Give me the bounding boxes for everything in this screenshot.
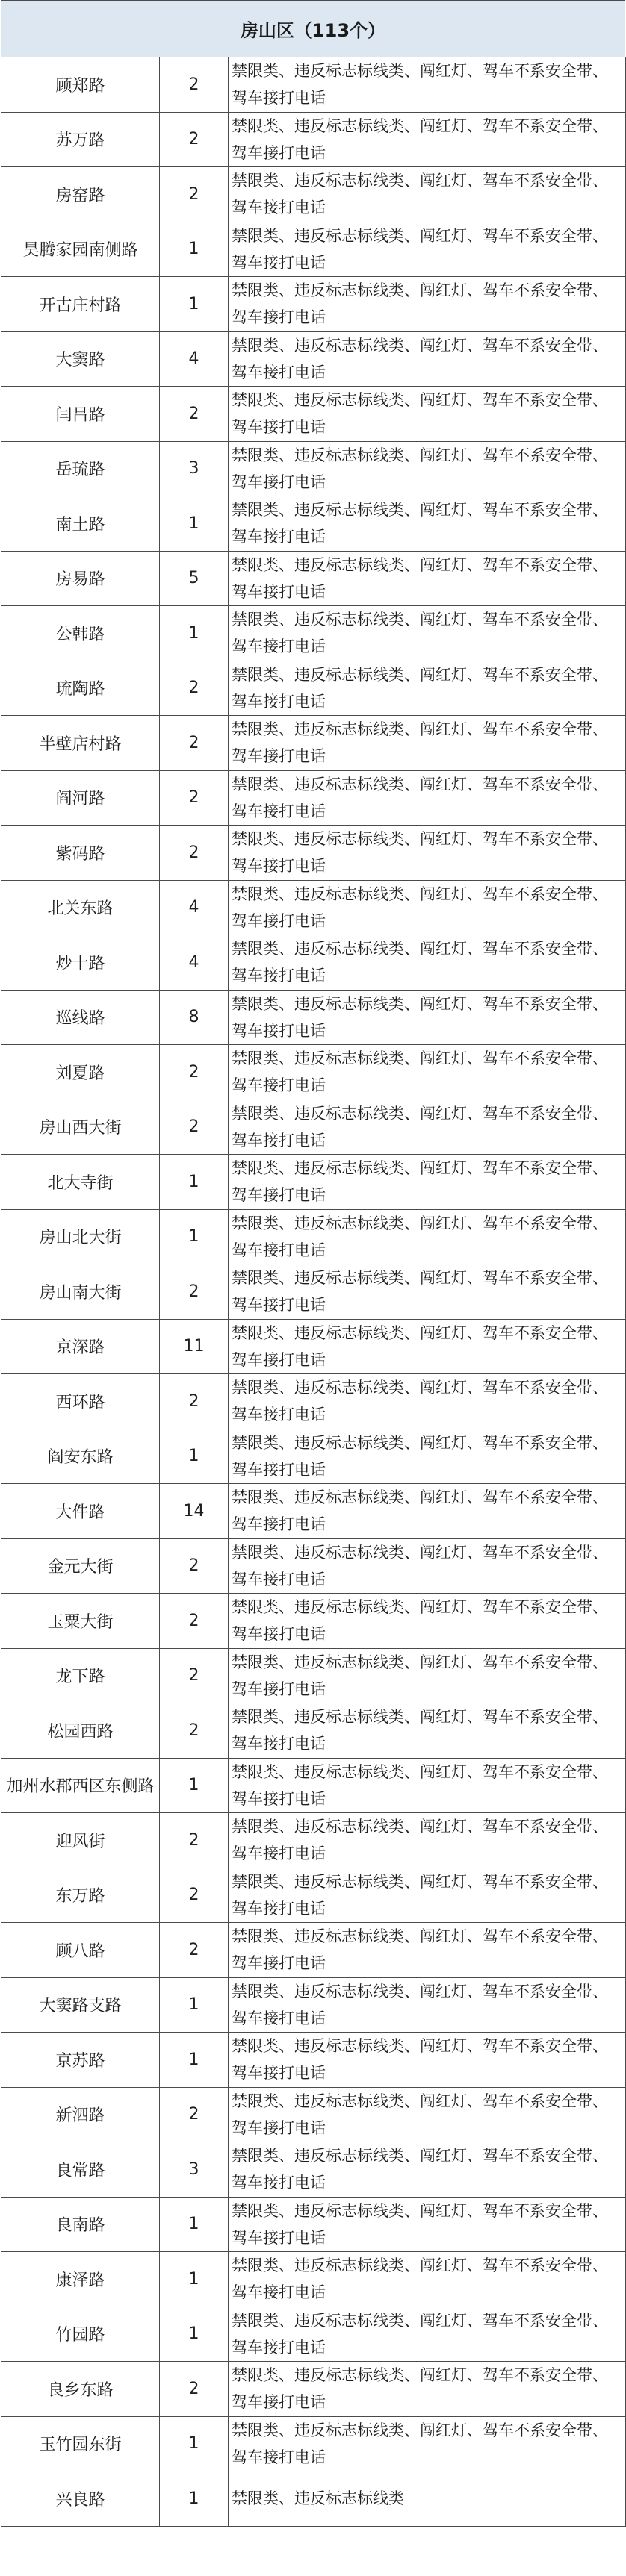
camera-count-cell: 5: [160, 551, 229, 606]
road-name-cell: 北关东路: [1, 880, 160, 935]
violation-types-cell: 禁限类、违反标志标线类、闯红灯、驾车不系安全带、驾车接打电话: [229, 606, 626, 661]
road-name-cell: 兴良路: [1, 2471, 160, 2527]
violation-types-cell: 禁限类、违反标志标线类、闯红灯、驾车不系安全带、驾车接打电话: [229, 2033, 626, 2088]
camera-count-cell: 1: [160, 222, 229, 277]
violation-types-cell: 禁限类、违反标志标线类、闯红灯、驾车不系安全带、驾车接打电话: [229, 770, 626, 826]
camera-count-cell: 1: [160, 1209, 229, 1264]
road-name-cell: 金元大街: [1, 1538, 160, 1594]
table-row: [1, 1703, 626, 1759]
table-row: [1, 2142, 626, 2198]
road-name-cell: 北大寺街: [1, 1155, 160, 1210]
violation-types-cell: 禁限类、违反标志标线类、闯红灯、驾车不系安全带、驾车接打电话: [229, 1758, 626, 1813]
road-name-cell: 闫吕路: [1, 387, 160, 442]
table-row: [1, 1648, 626, 1703]
violation-types-cell: 禁限类、违反标志标线类、闯红灯、驾车不系安全带、驾车接打电话: [229, 2307, 626, 2362]
road-name-cell: 京苏路: [1, 2033, 160, 2088]
road-name-cell: 大窦路支路: [1, 1977, 160, 2033]
road-name-cell: 琉陶路: [1, 661, 160, 716]
table-row: [1, 1209, 626, 1264]
road-name-cell: 苏万路: [1, 112, 160, 167]
violation-types-cell: 禁限类、违反标志标线类、闯红灯、驾车不系安全带、驾车接打电话: [229, 2087, 626, 2142]
camera-count-cell: 1: [160, 277, 229, 332]
road-name-cell: 房窑路: [1, 167, 160, 222]
road-name-cell: 岳琉路: [1, 441, 160, 496]
camera-count-cell: 2: [160, 57, 229, 113]
road-name-cell: 顾郑路: [1, 57, 160, 113]
table-row: [1, 441, 626, 496]
violation-types-cell: 禁限类、违反标志标线类、闯红灯、驾车不系安全带、驾车接打电话: [229, 1868, 626, 1923]
camera-count-cell: 1: [160, 2307, 229, 2362]
violation-types-cell: 禁限类、违反标志标线类、闯红灯、驾车不系安全带、驾车接打电话: [229, 277, 626, 332]
road-name-cell: 南土路: [1, 496, 160, 552]
table-row: [1, 990, 626, 1045]
table-row: [1, 1484, 626, 1539]
table-row: [1, 1868, 626, 1923]
violation-types-cell: 禁限类、违反标志标线类、闯红灯、驾车不系安全带、驾车接打电话: [229, 2362, 626, 2417]
camera-count-cell: 1: [160, 2252, 229, 2307]
road-name-cell: 刘夏路: [1, 1045, 160, 1100]
violation-types-cell: 禁限类、违反标志标线类、闯红灯、驾车不系安全带、驾车接打电话: [229, 880, 626, 935]
road-name-cell: 玉粟大街: [1, 1594, 160, 1649]
camera-count-cell: 2: [160, 770, 229, 826]
road-name-cell: 房易路: [1, 551, 160, 606]
road-name-cell: 房山北大街: [1, 1209, 160, 1264]
district-table: [1, 0, 625, 2527]
road-name-cell: 房山南大街: [1, 1264, 160, 1320]
violation-types-cell: 禁限类、违反标志标线类、闯红灯、驾车不系安全带、驾车接打电话: [229, 496, 626, 552]
violation-types-cell: 禁限类、违反标志标线类、闯红灯、驾车不系安全带、驾车接打电话: [229, 1594, 626, 1649]
violation-types-cell: 禁限类、违反标志标线类、闯红灯、驾车不系安全带、驾车接打电话: [229, 1484, 626, 1539]
camera-count-cell: 2: [160, 1264, 229, 1320]
violation-types-cell: 禁限类、违反标志标线类、闯红灯、驾车不系安全带、驾车接打电话: [229, 2142, 626, 2198]
camera-count-cell: 3: [160, 441, 229, 496]
violation-types-cell: 禁限类、违反标志标线类、闯红灯、驾车不系安全带、驾车接打电话: [229, 1209, 626, 1264]
violation-types-cell: 禁限类、违反标志标线类、闯红灯、驾车不系安全带、驾车接打电话: [229, 551, 626, 606]
camera-count-cell: 2: [160, 1374, 229, 1429]
table-row: [1, 2197, 626, 2252]
camera-count-cell: 1: [160, 606, 229, 661]
camera-count-cell: 1: [160, 2033, 229, 2088]
camera-count-cell: 2: [160, 1045, 229, 1100]
camera-count-cell: 2: [160, 1100, 229, 1155]
camera-count-cell: 1: [160, 2197, 229, 2252]
table-body: [1, 57, 626, 2527]
camera-count-cell: 1: [160, 1429, 229, 1484]
camera-count-cell: 2: [160, 1538, 229, 1594]
camera-count-cell: 2: [160, 2087, 229, 2142]
road-name-cell: 紫码路: [1, 826, 160, 881]
violation-types-cell: 禁限类、违反标志标线类、闯红灯、驾车不系安全带、驾车接打电话: [229, 1155, 626, 1210]
table-row: [1, 496, 626, 552]
road-name-cell: 开古庄村路: [1, 277, 160, 332]
table-row: [1, 57, 626, 113]
camera-count-cell: 2: [160, 1703, 229, 1759]
table-row: [1, 935, 626, 991]
road-name-cell: 东万路: [1, 1868, 160, 1923]
table-row: [1, 1264, 626, 1320]
table-row: [1, 1758, 626, 1813]
violation-types-cell: 禁限类、违反标志标线类、闯红灯、驾车不系安全带、驾车接打电话: [229, 1319, 626, 1374]
road-name-cell: 良南路: [1, 2197, 160, 2252]
camera-count-cell: 4: [160, 880, 229, 935]
district-title: 房山区（113个）: [1, 0, 625, 57]
road-name-cell: 京深路: [1, 1319, 160, 1374]
table-row: [1, 1813, 626, 1868]
road-name-cell: 良乡东路: [1, 2362, 160, 2417]
violation-types-cell: 禁限类、违反标志标线类、闯红灯、驾车不系安全带、驾车接打电话: [229, 222, 626, 277]
table-row: [1, 2252, 626, 2307]
camera-count-cell: 2: [160, 1813, 229, 1868]
violation-types-cell: 禁限类、违反标志标线类、闯红灯、驾车不系安全带、驾车接打电话: [229, 935, 626, 991]
camera-count-cell: 1: [160, 1155, 229, 1210]
table-row: [1, 2362, 626, 2417]
violation-types-cell: 禁限类、违反标志标线类、闯红灯、驾车不系安全带、驾车接打电话: [229, 387, 626, 442]
table-row: [1, 1374, 626, 1429]
table-row: [1, 2307, 626, 2362]
road-name-cell: 玉竹园东街: [1, 2416, 160, 2471]
table-row: [1, 661, 626, 716]
road-name-cell: 松园西路: [1, 1703, 160, 1759]
violation-types-cell: 禁限类、违反标志标线类、闯红灯、驾车不系安全带、驾车接打电话: [229, 1923, 626, 1978]
camera-count-cell: 4: [160, 935, 229, 991]
camera-count-cell: 8: [160, 990, 229, 1045]
camera-count-cell: 2: [160, 387, 229, 442]
camera-count-cell: 3: [160, 2142, 229, 2198]
camera-count-cell: 1: [160, 1758, 229, 1813]
violation-types-cell: 禁限类、违反标志标线类、闯红灯、驾车不系安全带、驾车接打电话: [229, 112, 626, 167]
camera-count-cell: 2: [160, 2362, 229, 2417]
table-row: [1, 2471, 626, 2527]
table-row: [1, 1429, 626, 1484]
violation-types-cell: 禁限类、违反标志标线类、闯红灯、驾车不系安全带、驾车接打电话: [229, 1703, 626, 1759]
camera-count-cell: 1: [160, 2416, 229, 2471]
table-row: [1, 2033, 626, 2088]
road-name-cell: 顾八路: [1, 1923, 160, 1978]
violation-types-cell: 禁限类、违反标志标线类、闯红灯、驾车不系安全带、驾车接打电话: [229, 1813, 626, 1868]
table-row: [1, 880, 626, 935]
violation-table: [1, 57, 626, 2527]
road-name-cell: 阎河路: [1, 770, 160, 826]
camera-count-cell: 2: [160, 167, 229, 222]
table-row: [1, 2416, 626, 2471]
road-name-cell: 昊腾家园南侧路: [1, 222, 160, 277]
road-name-cell: 半壁店村路: [1, 716, 160, 771]
road-name-cell: 龙下路: [1, 1648, 160, 1703]
camera-count-cell: 2: [160, 716, 229, 771]
camera-count-cell: 11: [160, 1319, 229, 1374]
camera-count-cell: 2: [160, 1923, 229, 1978]
road-name-cell: 巡线路: [1, 990, 160, 1045]
camera-count-cell: 2: [160, 826, 229, 881]
table-row: [1, 770, 626, 826]
table-row: [1, 1538, 626, 1594]
violation-types-cell: 禁限类、违反标志标线类、闯红灯、驾车不系安全带、驾车接打电话: [229, 1100, 626, 1155]
table-row: [1, 1594, 626, 1649]
table-row: [1, 716, 626, 771]
violation-types-cell: 禁限类、违反标志标线类、闯红灯、驾车不系安全带、驾车接打电话: [229, 2416, 626, 2471]
violation-types-cell: 禁限类、违反标志标线类、闯红灯、驾车不系安全带、驾车接打电话: [229, 661, 626, 716]
violation-types-cell: 禁限类、违反标志标线类、闯红灯、驾车不系安全带、驾车接打电话: [229, 826, 626, 881]
table-row: [1, 1100, 626, 1155]
table-row: [1, 387, 626, 442]
camera-count-cell: 2: [160, 1594, 229, 1649]
road-name-cell: 加州水郡西区东侧路: [1, 1758, 160, 1813]
road-name-cell: 阎安东路: [1, 1429, 160, 1484]
table-row: [1, 606, 626, 661]
camera-count-cell: 1: [160, 496, 229, 552]
table-row: [1, 167, 626, 222]
camera-count-cell: 2: [160, 1868, 229, 1923]
road-name-cell: 炒十路: [1, 935, 160, 991]
road-name-cell: 新泗路: [1, 2087, 160, 2142]
table-row: [1, 277, 626, 332]
camera-count-cell: 1: [160, 1977, 229, 2033]
road-name-cell: 迎风街: [1, 1813, 160, 1868]
violation-types-cell: 禁限类、违反标志标线类、闯红灯、驾车不系安全带、驾车接打电话: [229, 57, 626, 113]
violation-types-cell: 禁限类、违反标志标线类、闯红灯、驾车不系安全带、驾车接打电话: [229, 1538, 626, 1594]
violation-types-cell: 禁限类、违反标志标线类、闯红灯、驾车不系安全带、驾车接打电话: [229, 1264, 626, 1320]
table-row: [1, 112, 626, 167]
table-row: [1, 331, 626, 387]
table-row: [1, 1977, 626, 2033]
violation-types-cell: 禁限类、违反标志标线类、闯红灯、驾车不系安全带、驾车接打电话: [229, 2197, 626, 2252]
violation-types-cell: 禁限类、违反标志标线类、闯红灯、驾车不系安全带、驾车接打电话: [229, 990, 626, 1045]
road-name-cell: 竹园路: [1, 2307, 160, 2362]
table-row: [1, 222, 626, 277]
violation-types-cell: 禁限类、违反标志标线类: [229, 2471, 626, 2527]
road-name-cell: 大件路: [1, 1484, 160, 1539]
road-name-cell: 康泽路: [1, 2252, 160, 2307]
camera-count-cell: 2: [160, 661, 229, 716]
violation-types-cell: 禁限类、违反标志标线类、闯红灯、驾车不系安全带、驾车接打电话: [229, 716, 626, 771]
violation-types-cell: 禁限类、违反标志标线类、闯红灯、驾车不系安全带、驾车接打电话: [229, 1429, 626, 1484]
violation-types-cell: 禁限类、违反标志标线类、闯红灯、驾车不系安全带、驾车接打电话: [229, 1045, 626, 1100]
road-name-cell: 公韩路: [1, 606, 160, 661]
table-row: [1, 1155, 626, 1210]
road-name-cell: 良常路: [1, 2142, 160, 2198]
violation-types-cell: 禁限类、违反标志标线类、闯红灯、驾车不系安全带、驾车接打电话: [229, 1374, 626, 1429]
camera-count-cell: 14: [160, 1484, 229, 1539]
camera-count-cell: 4: [160, 331, 229, 387]
table-row: [1, 1923, 626, 1978]
road-name-cell: 西环路: [1, 1374, 160, 1429]
table-row: [1, 2087, 626, 2142]
violation-types-cell: 禁限类、违反标志标线类、闯红灯、驾车不系安全带、驾车接打电话: [229, 1648, 626, 1703]
road-name-cell: 房山西大街: [1, 1100, 160, 1155]
violation-types-cell: 禁限类、违反标志标线类、闯红灯、驾车不系安全带、驾车接打电话: [229, 2252, 626, 2307]
violation-types-cell: 禁限类、违反标志标线类、闯红灯、驾车不系安全带、驾车接打电话: [229, 441, 626, 496]
violation-types-cell: 禁限类、违反标志标线类、闯红灯、驾车不系安全带、驾车接打电话: [229, 331, 626, 387]
camera-count-cell: 1: [160, 2471, 229, 2527]
table-row: [1, 1319, 626, 1374]
camera-count-cell: 2: [160, 112, 229, 167]
table-row: [1, 1045, 626, 1100]
violation-types-cell: 禁限类、违反标志标线类、闯红灯、驾车不系安全带、驾车接打电话: [229, 1977, 626, 2033]
table-row: [1, 551, 626, 606]
violation-types-cell: 禁限类、违反标志标线类、闯红灯、驾车不系安全带、驾车接打电话: [229, 167, 626, 222]
table-row: [1, 826, 626, 881]
road-name-cell: 大窦路: [1, 331, 160, 387]
camera-count-cell: 2: [160, 1648, 229, 1703]
